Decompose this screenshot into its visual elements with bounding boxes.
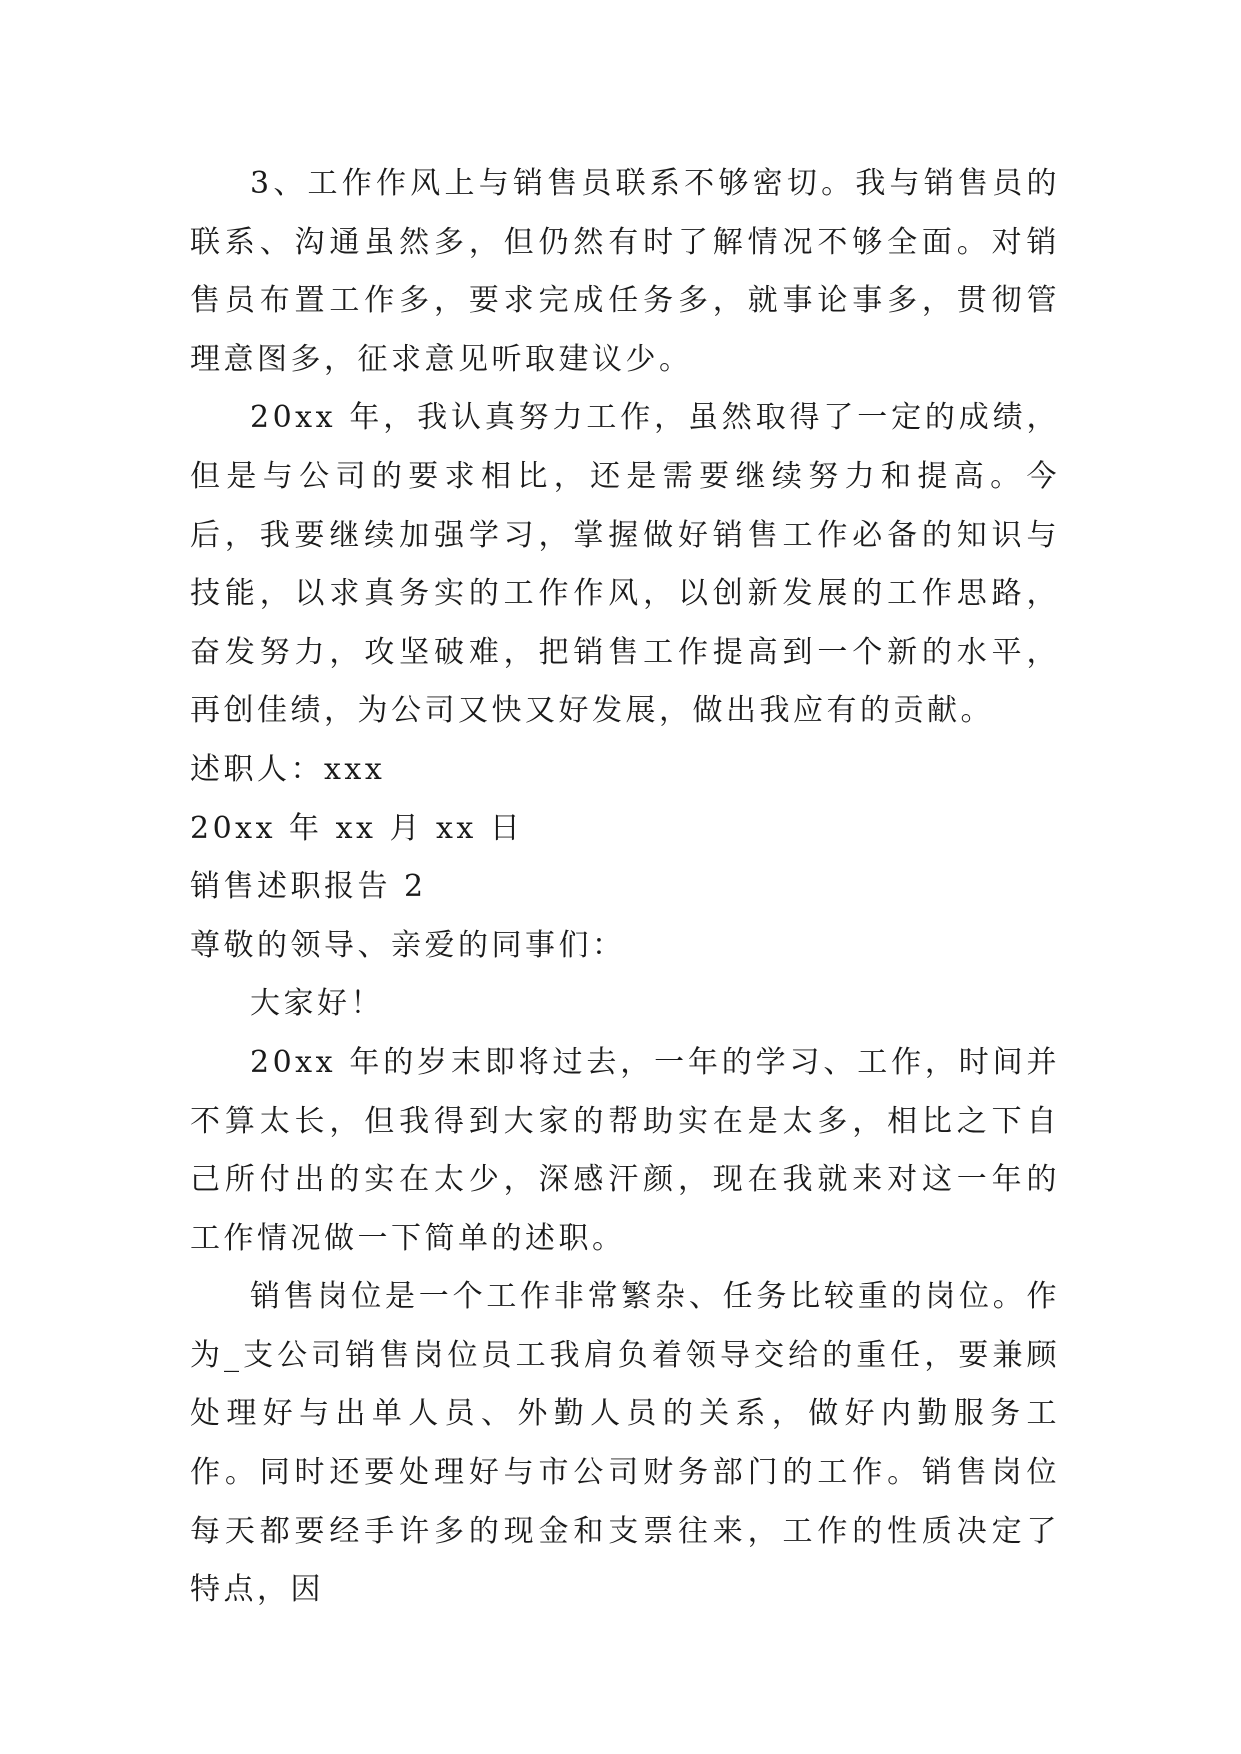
date-line: 20xx 年 xx 月 xx 日 [190, 810, 524, 846]
paragraph-sales-position: 销售岗位是一个工作非常繁杂、任务比较重的岗位。作为_支公司销售岗位员工我肩负着领导交给的重任，要兼顾处理好与出单人员、外勤人员的关系，做好内勤服务工作。同时还要处理好与市公司财务部门的工作。销售岗位每天都要经手许多的现金和支票往来，工作的性质决定了特点，因 [190, 1279, 1060, 1608]
paragraph-year-end: 20xx 年的岁末即将过去，一年的学习、工作，时间并不算太长，但我得到大家的帮助实在是太多，相比之下自己所付出的实在太少，深感汗颜，现在我就来对这一年的工作情况做一下简单的述职。 [190, 1044, 1060, 1256]
report-title: 销售述职报告 2 [190, 869, 427, 905]
paragraph-work-style: 3、工作作风上与销售员联系不够密切。我与销售员的联系、沟通虽然多，但仍然有时了解情况不够全面。对销售员布置工作多，要求完成任务多，就事论事多，贯彻管理意图多，征求意见听取建议少。 [190, 166, 1060, 377]
salutation: 尊敬的领导、亲爱的同事们： [190, 927, 626, 963]
paragraph-summary: 20xx 年，我认真努力工作，虽然取得了一定的成绩，但是与公司的要求相比，还是需要继续努力和提高。今后，我要继续加强学习，掌握做好销售工作必备的知识与技能，以求真务实的工作作风，以创新发展的工作思路，奋发努力，攻坚破难，把销售工作提高到一个新的水平，再创佳绩，为公司又快又好发展，做出我应有的贡献。 [190, 400, 1060, 729]
signer-line: 述职人：xxx [190, 751, 386, 787]
greeting: 大家好！ [250, 986, 384, 1022]
document-body [190, 155, 1060, 1620]
